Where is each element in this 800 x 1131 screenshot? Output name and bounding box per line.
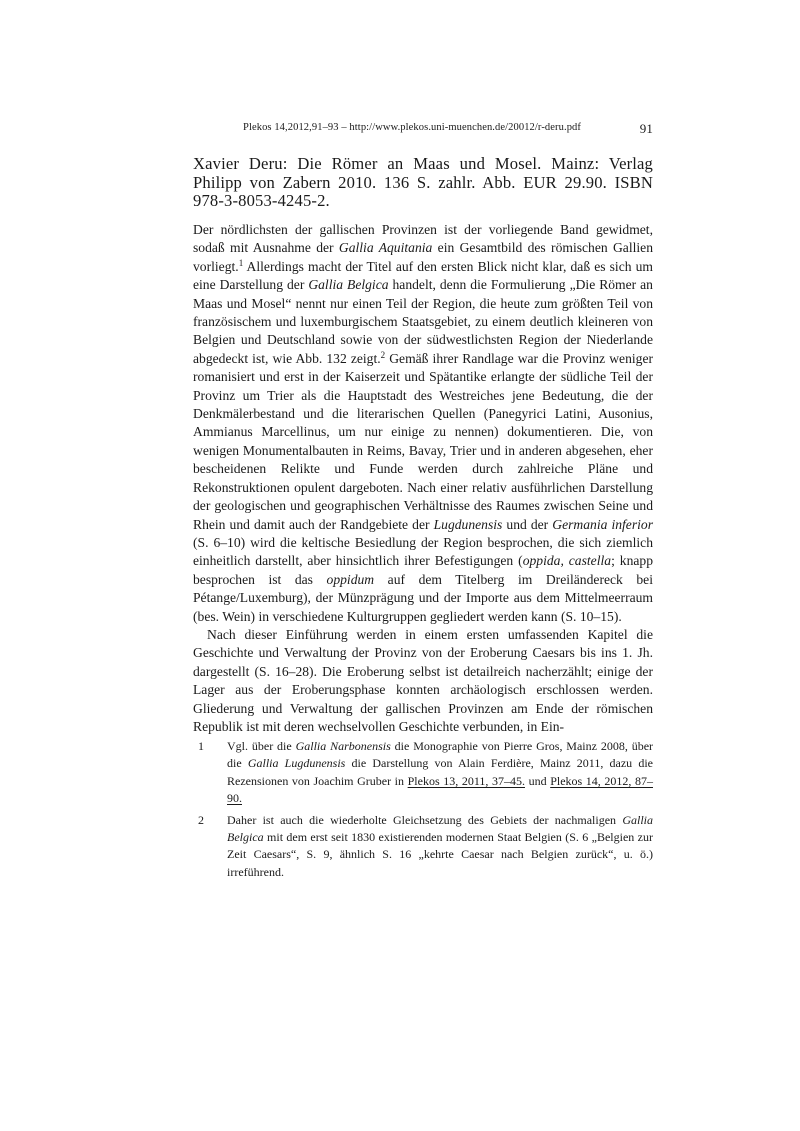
plekos-13-link[interactable]: Plekos 13, 2011, 37–45. (407, 773, 525, 788)
footnote-2: 2 Daher ist auch die wiederholte Gleichsetzung des Gebiets der nachmaligen Gallia Belgica mit dem erst seit 1830 existierenden modernen Staat Belgien (S. 6 „Belgien zur Zeit Caesars“, S. 9, ähnlich S. 16 „kehrte Caesar nach Belgien zurück“, u. ö.) irreführend. (198, 812, 653, 879)
running-head-text: Plekos 14,2012,91–93 – http://www.plekos.uni-muenchen.de/20012/r-deru.pdf (243, 122, 581, 133)
review-title: Xavier Deru: Die Römer an Maas und Mosel. Mainz: Verlag Philipp von Zabern 2010. 136 S. zahlr. Abb. EUR 29.90. ISBN 978-3-8053-4245-2. (193, 154, 653, 210)
term-lugdunensis: Lugdunensis (433, 516, 503, 532)
footnotes (198, 738, 653, 885)
term-oppida-castella: oppida, castella (522, 553, 612, 569)
term-gallia-belgica: Gallia Belgica (308, 277, 389, 293)
running-head (243, 121, 653, 136)
paragraph-1: Der nördlichsten der gallischen Provinzen ist der vorliegende Band gewidmet, sodaß mit Ausnahme der Gallia Aquitania ein Gesamtbild des römischen Gallien vorliegt.$^1$ Allerdings macht der Titel auf den ersten Blick nicht klar, daß es sich um eine Darstellung der Gallia Belgica handelt, denn die Formulierung „Die Römer an Maas und Mosel“ nennt nur einen Teil der Region, die heute zum größten Teil von französischem und luxemburgischem Staatsgebiet, zu einem deutlich kleineren von Belgien und Deutschland sowie von der südwestlichsten Region der Niederlande abgedeckt ist, wie Abb. 132 zeigt.$^2$ Gemäß ihrer Randlage war die Provinz weniger romanisiert und erst in der Kaiserzeit und Spätantike erlangte der südliche Teil der Provinz um Trier als die Hauptstadt des Westreiches jene Bedeutung, die der Denkmälerbestand und die literarischen Quellen (Panegyrici Latini, Ausonius, Ammianus Marcellinus, um nur einige zu nennen) dokumentieren. Die, von wenigen Monumentalbauten in Reims, Bavay, Trier und in anderen abgesehen, eher bescheidenen Relikte und Funde werden durch zahlreiche Pläne und Rekonstruktionen opulent dargeboten. Nach einer relativ ausführlichen Darstellung der geologischen und geographischen Verhältnisse des Raumes zwischen Seine und Rhein und damit auch der Randgebiete der Lugdunensis und der Germania inferior (S. 6–10) wird die keltische Besiedlung der Region besprochen, die sich ziemlich einheitlich darstellt, aber hinsichtlich ihrer Befestigungen (oppida, castella; knapp besprochen ist das oppidum auf dem Titelberg im Dreiländereck bei Pétange/Luxemburg), der Münzprägung und der Importe aus dem Mittelmeerraum (bes. Wein) in verschiedene Kulturgruppen gegliedert werden kann (S. 10–15). (193, 222, 654, 624)
plekos-14-link[interactable]: Plekos 14, 2012, 87–90. (227, 773, 653, 806)
term-germania-inferior: Germania inferior (552, 516, 653, 532)
footnote-number: 1 (198, 739, 204, 753)
review-body (193, 221, 653, 736)
footnote-1: 1 Vgl. über die Gallia Narbonensis die Monographie von Pierre Gros, Mainz 2008, über die Gallia Lugdunensis die Darstellung von Alain Ferdière, Mainz 2011, dazu die Rezensionen von Joachim Gruber in Plekos 13, 2011, 37–45. und Plekos 14, 2012, 87–90. (198, 739, 654, 806)
footnote-ref-2[interactable]: 2 (380, 349, 386, 360)
footnote-ref-1[interactable]: 1 (238, 257, 244, 268)
term-gallia-aquitania: Gallia Aquitania (338, 240, 433, 256)
paragraph-2: Nach dieser Einführung werden in einem ersten umfassenden Kapitel die Geschichte und Verwaltung der Provinz von der Eroberung Caesars bis ins 1. Jh. dargestellt (S. 16–28). Die Eroberung selbst ist detailreich nacherzählt; einige der Lager aus der Eroberungsphase konnten archäologisch erschlossen werden. Gliederung und Verwaltung der gallischen Provinzen am Ende der römischen Republik ist mit deren wechselvollen Geschichte verbunden, in Ein- (193, 626, 653, 734)
term-oppidum: oppidum (326, 571, 375, 587)
footnote-number: 2 (198, 812, 204, 827)
page-number: 91 (639, 121, 653, 136)
